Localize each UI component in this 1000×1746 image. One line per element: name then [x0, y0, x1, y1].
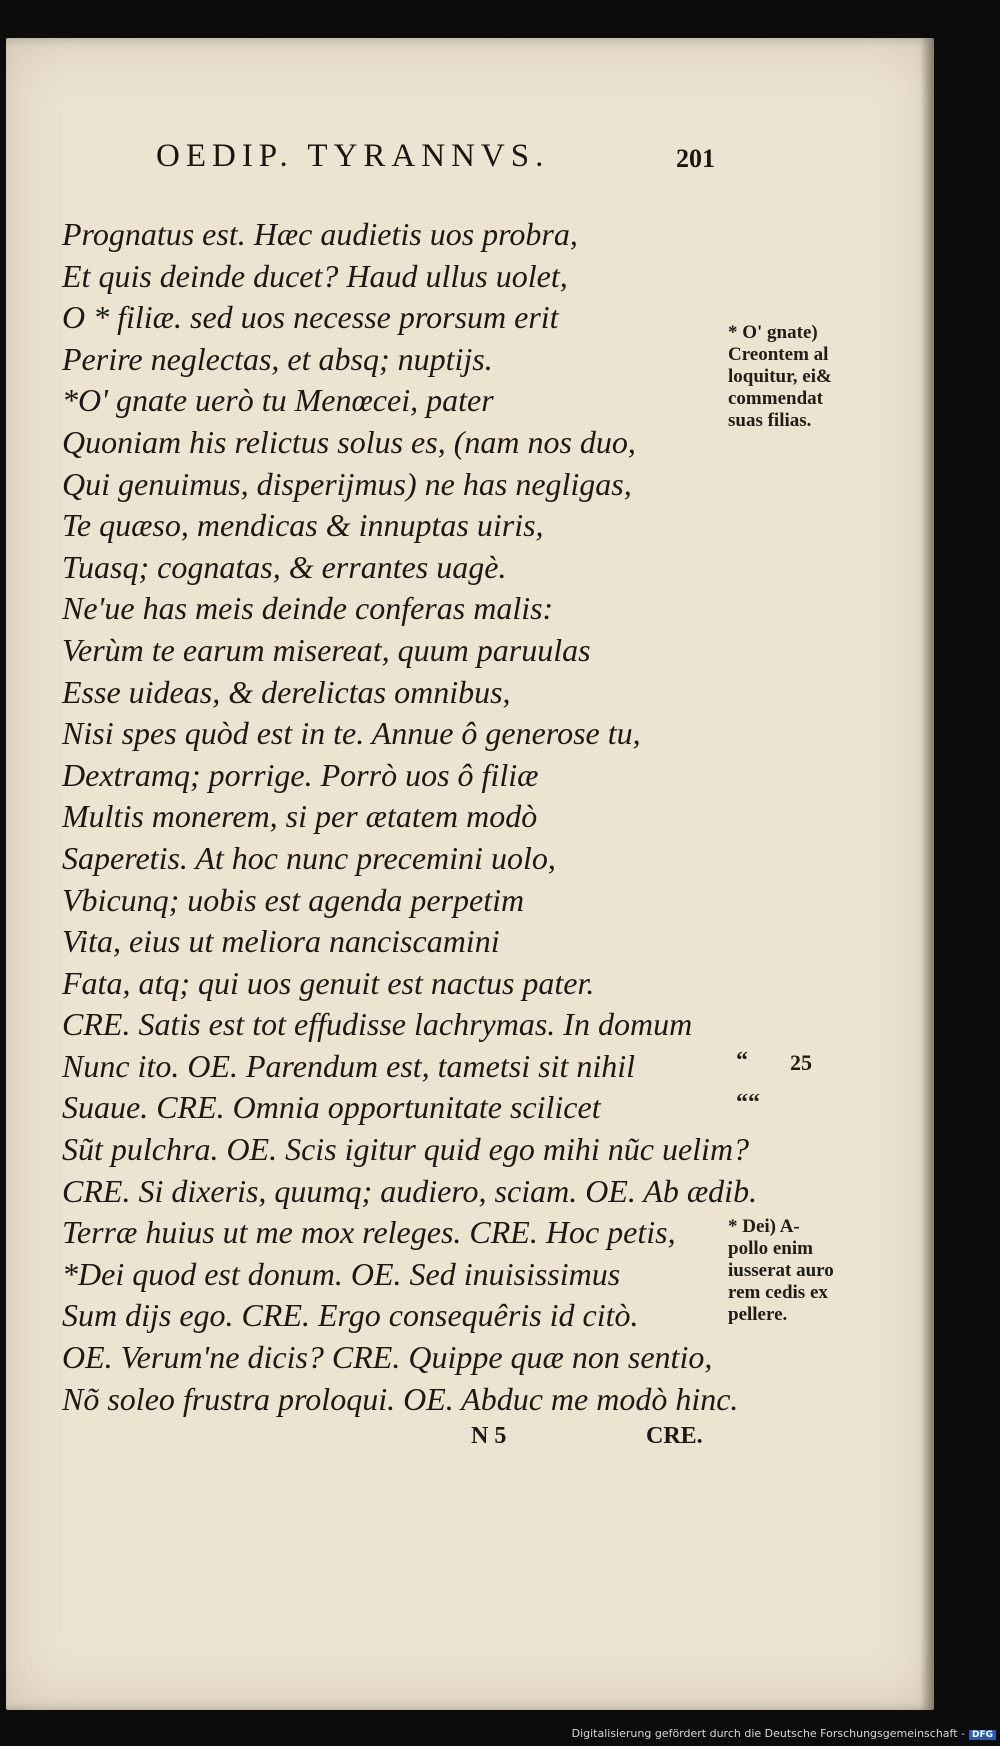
- verse-line: Perire neglectas, et absq; nuptijs.: [62, 340, 493, 377]
- verse-line: Et quis deinde ducet? Haud ullus uolet,: [62, 257, 568, 294]
- verse-line: Nunc ito. OE. Parendum est, tametsi sit nihil: [62, 1047, 635, 1084]
- verse-line: Terræ huius ut me mox releges. CRE. Hoc petis,: [62, 1214, 676, 1251]
- verse-line: O * filiæ. sed uos necesse prorsum erit: [62, 299, 559, 336]
- margin-note-line: Creontem al: [728, 344, 829, 365]
- margin-note-line: * O' gnate): [728, 322, 818, 343]
- verse-line: CRE. Si dixeris, quumq; audiero, sciam. OE. Ab ædib.: [62, 1172, 758, 1209]
- book-page: [6, 38, 934, 1710]
- verse-line: OE. Verum'ne dicis? CRE. Quippe quæ non sentio,: [62, 1339, 713, 1376]
- margin-note-line: * Dei) A-: [728, 1216, 800, 1237]
- margin-note-line: iusserat auro: [728, 1260, 834, 1281]
- verse-line: Qui genuimus, disperijmus) ne has negligas,: [62, 465, 632, 502]
- line-number: 25: [790, 1050, 812, 1075]
- verse-line: Multis monerem, si per ætatem modò: [62, 798, 538, 835]
- margin-note-gnate: [728, 322, 832, 432]
- verse-line: Dextramq; porrige. Porrò uos ô filiæ: [62, 756, 539, 793]
- verse-line: Te quæso, mendicas & innuptas uiris,: [62, 507, 544, 544]
- verse-line: *Dei quod est donum. OE. Sed inuisissimus: [62, 1255, 621, 1292]
- verse-line: Suaue. CRE. Omnia opportunitate scilicet: [62, 1089, 601, 1126]
- verse-line: Verùm te earum misereat, quum paruulas: [62, 631, 591, 668]
- quote-mark: “: [736, 1048, 748, 1074]
- verse-line: Tuasq; cognatas, & errantes uagè.: [62, 548, 507, 585]
- verse-line: Prognatus est. Hæc audietis uos probra,: [62, 216, 578, 252]
- margin-note-dei: [728, 1216, 834, 1326]
- credit-text: Digitalisierung gefördert durch die Deutsche Forschungsgemeinschaft -: [571, 1727, 965, 1740]
- verse-line: Fata, atq; qui uos genuit est nactus pater.: [62, 964, 595, 1001]
- verse-line: Quoniam his relictus solus es, (nam nos duo,: [62, 423, 636, 460]
- running-title: OEDIP. TYRANNVS.: [156, 138, 550, 174]
- verse-line: CRE. Satis est tot effudisse lachrymas. In domum: [62, 1006, 693, 1043]
- margin-note-line: pollo enim: [728, 1238, 813, 1259]
- catchword: CRE.: [646, 1423, 703, 1449]
- verse-line: Vbicunq; uobis est agenda perpetim: [62, 881, 525, 918]
- verse-line: Esse uideas, & derelictas omnibus,: [62, 673, 511, 710]
- margin-note-line: loquitur, ei&: [728, 366, 832, 387]
- margin-note-line: suas filias.: [728, 410, 812, 431]
- page-number: 201: [676, 144, 715, 173]
- dfg-logo: DFG: [969, 1730, 996, 1740]
- verse-line: Sũt pulchra. OE. Scis igitur quid ego mihi nũc uelim?: [62, 1131, 750, 1168]
- verse-line: Sum dijs ego. CRE. Ergo consequêris id citò.: [62, 1297, 639, 1334]
- margin-note-line: commendat: [728, 388, 823, 409]
- verse-line: *O' gnate uerò tu Menœcei, pater: [62, 382, 494, 419]
- margin-note-line: rem cedis ex: [728, 1282, 828, 1303]
- verse-line: Vita, eius ut meliora nanciscamini: [62, 923, 500, 960]
- digitization-credit: [572, 1727, 996, 1740]
- verse-line: Nisi spes quòd est in te. Annue ô generose tu,: [62, 715, 641, 752]
- verse-line: Nõ soleo frustra proloqui. OE. Abduc me modò hinc.: [62, 1380, 739, 1417]
- quote-mark: ““: [736, 1090, 760, 1116]
- verse-line: Saperetis. At hoc nunc precemini uolo,: [62, 839, 556, 876]
- signature-mark: N 5: [471, 1423, 507, 1449]
- margin-note-line: pellere.: [728, 1304, 788, 1325]
- verse-line: Ne'ue has meis deinde conferas malis:: [62, 590, 554, 627]
